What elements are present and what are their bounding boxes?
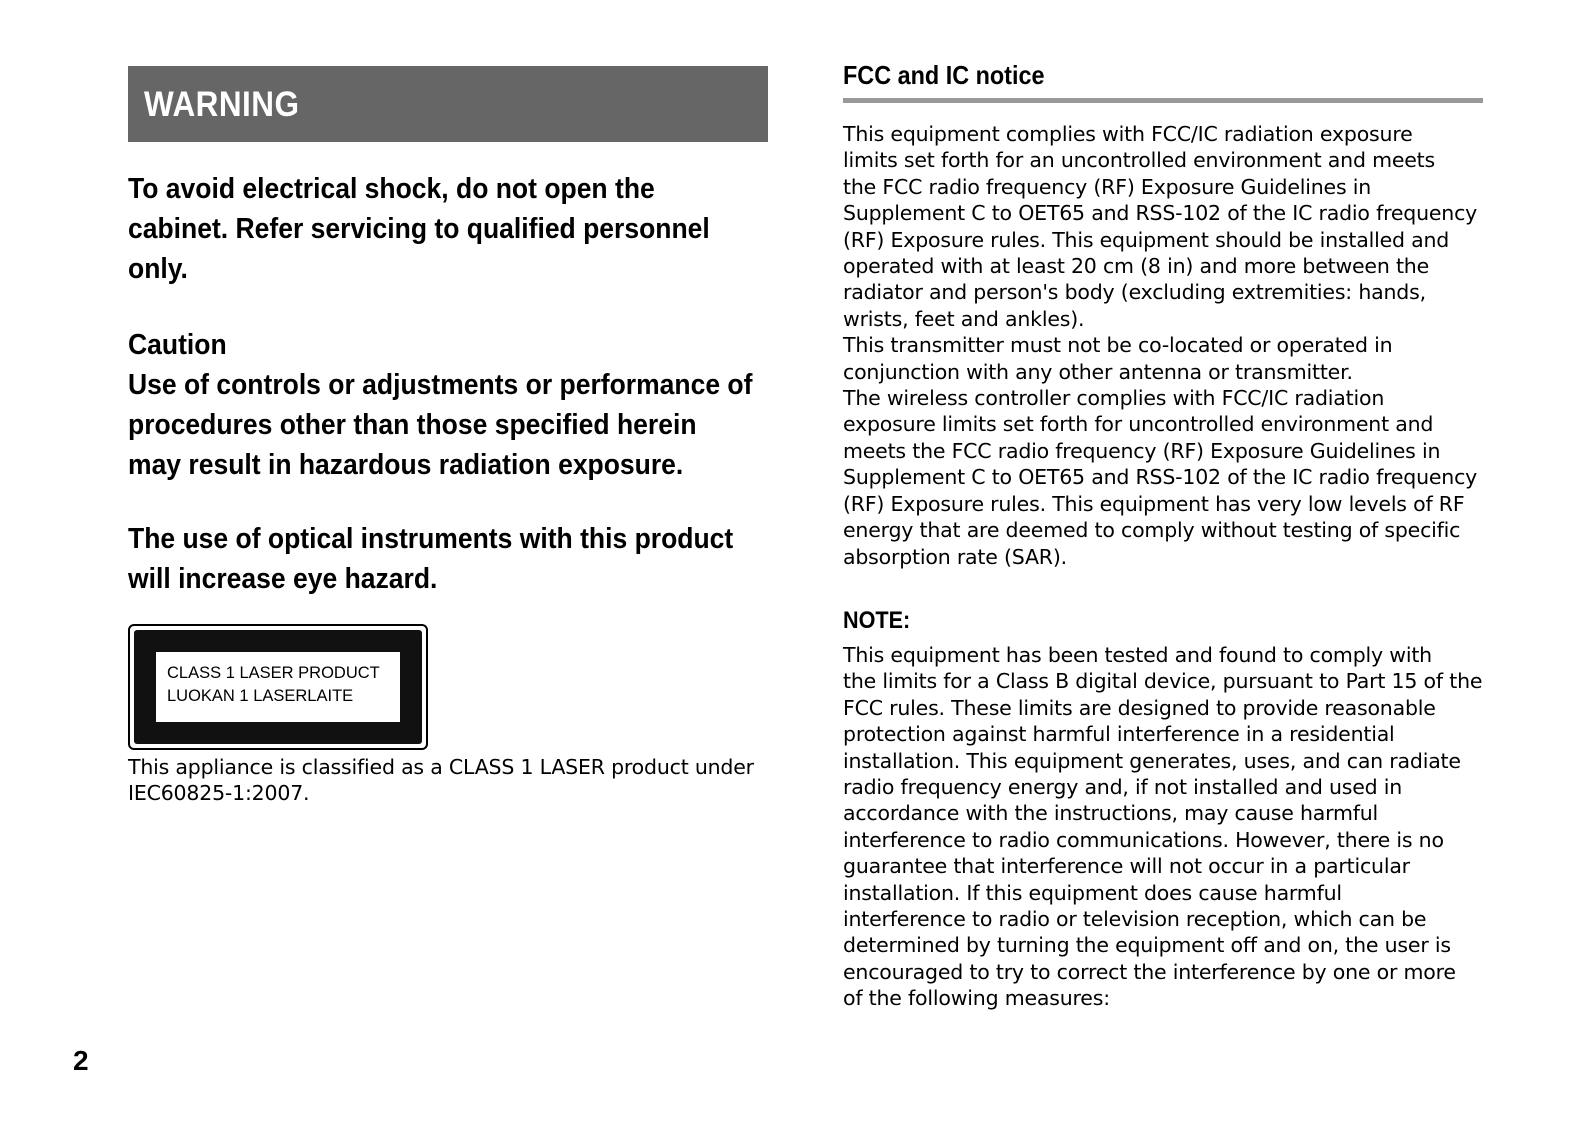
fcc-line: operated with at least 20 cm (8 in) and more between the [843, 254, 1429, 279]
fcc-line: This equipment complies with FCC/IC radiation exposure [843, 122, 1413, 146]
caution-line: procedures other than those specified herein [128, 409, 697, 441]
laser-label-line: LUOKAN 1 LASERLAITE [167, 687, 354, 705]
right-column [843, 60, 1483, 1012]
note-line: radio frequency energy and, if not installed and used in [843, 774, 1403, 799]
fcc-line: wrists, feet and ankles). [843, 306, 1085, 331]
note-line: protection against harmful interference in a residential [843, 722, 1395, 747]
note-text [843, 642, 1483, 1012]
fcc-line: limits set forth for an uncontrolled environment and meets [843, 148, 1435, 173]
note-line: installation. If this equipment does cause harmful [843, 880, 1342, 905]
page-number: 2 [73, 1045, 89, 1076]
heading-rule [843, 98, 1483, 103]
fcc-line: energy that are deemed to comply without testing of specific [843, 518, 1461, 543]
fcc-line: Supplement C to OET65 and RSS-102 of the IC radio frequency [843, 201, 1478, 226]
fcc-line: absorption rate (SAR). [843, 544, 1067, 569]
fcc-line: meets the FCC radio frequency (RF) Exposure Guidelines in [843, 438, 1441, 463]
caution-line: may result in hazardous radiation exposure. [128, 449, 684, 481]
fcc-line: Supplement C to OET65 and RSS-102 of the IC radio frequency [843, 465, 1478, 490]
fcc-line: The wireless controller complies with FCC/IC radiation [843, 386, 1385, 411]
note-line: interference to radio or television reception, which can be [843, 906, 1427, 931]
caution-block [128, 325, 779, 485]
shock-warning [128, 169, 779, 289]
fcc-ic-heading: FCC and IC notice [843, 60, 1045, 90]
fcc-line: This transmitter must not be co-located or operated in [843, 333, 1393, 358]
caution-line: Use of controls or adjustments or performance of [128, 369, 753, 401]
shock-line: cabinet. Refer servicing to qualified personnel [128, 213, 710, 245]
fcc-line: conjunction with any other antenna or transmitter. [843, 359, 1353, 384]
note-line: encouraged to try to correct the interference by one or more [843, 959, 1456, 984]
fcc-notice-text [843, 121, 1483, 570]
note-line: accordance with the instructions, may cause harmful [843, 801, 1379, 826]
caution-heading: Caution [128, 329, 227, 361]
note-line: determined by turning the equipment off and on, the user is [843, 933, 1451, 958]
optical-line: The use of optical instruments with this product [128, 523, 734, 555]
laser-label-frame [134, 630, 422, 744]
warning-banner [128, 66, 768, 142]
shock-line: only. [128, 253, 188, 285]
optical-line: will increase eye hazard. [128, 563, 438, 595]
note-line: interference to radio communications. However, there is no [843, 827, 1444, 852]
laser-label-line: CLASS 1 LASER PRODUCT [167, 664, 380, 682]
note-heading: NOTE: [843, 606, 911, 634]
note-line: the limits for a Class B digital device, pursuant to Part 15 of the [843, 669, 1483, 694]
fcc-line: (RF) Exposure rules. This equipment should be installed and [843, 227, 1450, 252]
shock-line: To avoid electrical shock, do not open the [128, 173, 655, 205]
laser-class-label [128, 624, 428, 750]
warning-title: WARNING [144, 85, 300, 124]
fcc-line: the FCC radio frequency (RF) Exposure Guidelines in [843, 174, 1372, 199]
laser-caption-line: IEC60825-1:2007. [128, 781, 310, 805]
laser-caption [128, 754, 778, 806]
note-line: installation. This equipment generates, uses, and can radiate [843, 748, 1461, 773]
optical-warning [128, 519, 779, 599]
laser-caption-line: This appliance is classified as a CLASS 1 LASER product under [128, 755, 754, 779]
note-line: of the following measures: [843, 986, 1110, 1011]
laser-label-text-box [156, 652, 400, 722]
note-line: This equipment has been tested and found to comply with [843, 642, 1432, 667]
fcc-line: exposure limits set forth for uncontrolled environment and [843, 412, 1434, 437]
fcc-line: (RF) Exposure rules. This equipment has very low levels of RF [843, 491, 1465, 516]
note-line: FCC rules. These limits are designed to provide reasonable [843, 695, 1436, 720]
note-line: guarantee that interference will not occur in a particular [843, 854, 1410, 879]
left-column [128, 66, 768, 806]
fcc-line: radiator and person's body (excluding extremities: hands, [843, 280, 1426, 305]
